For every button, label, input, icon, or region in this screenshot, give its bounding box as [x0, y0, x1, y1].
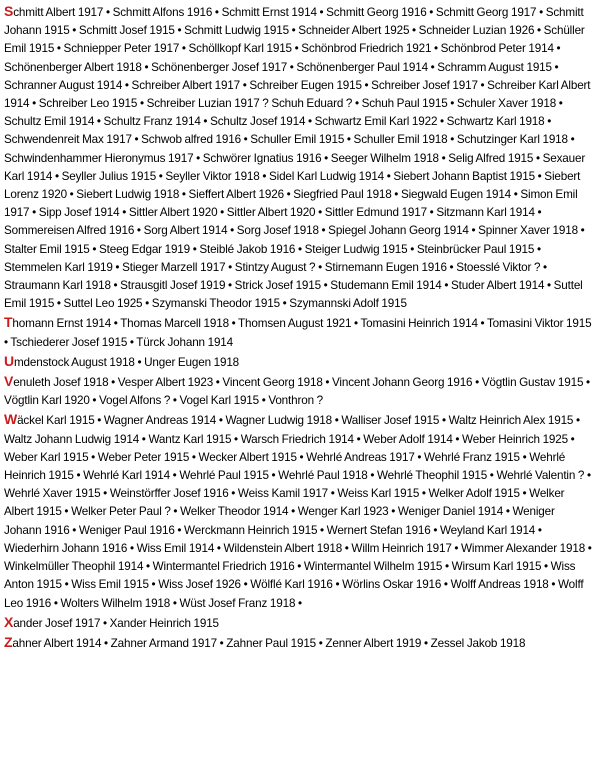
name-list-document — [4, 2, 594, 769]
section-u — [4, 352, 594, 372]
section-v — [4, 372, 594, 410]
section-w — [4, 410, 594, 612]
section-initial: Z — [4, 633, 13, 650]
section-text: äckel Karl 1915 • Wagner Andreas 1914 • Wagner Ludwig 1918 • Walliser Josef 1915 • Waltz Heinrich Alex 1915 • Waltz Johann Ludwig 1914 • Wantz Karl 1915 • Warsch Friedrich 1914 • Weber Adolf 1914 • Weber Heinrich 1925 • Weber Karl 1915 • Weber Peter 1915 • Wecker Albert 1915 • Wehrlé Andreas 1917 • Wehrlé Franz 1915 • Wehrlé Heinrich 1915 • Wehrlé Karl 1914 • Wehrlé Paul 1915 • Wehrlé Paul 1918 • Wehrlé Theophil 1915 • Wehrlé Valentin ? • Wehrlé Xaver 1915 • Weinstörffer Josef 1916 • Weiss Kamil 1917 • Weiss Karl 1915 • Welker Adolf 1915 • Welker Albert 1915 • Welker Peter Paul ? • Welker Theodor 1914 • Wenger Karl 1923 • Weniger Daniel 1914 • Weniger Johann 1916 • Weniger Paul 1916 • Werckmann Heinrich 1915 • Wernert Stefan 1916 • Weyland Karl 1914 • Wiederhirn Johann 1916 • Wiss Emil 1914 • Wildenstein Albert 1918 • Willm Heinrich 1917 • Wimmer Alexander 1918 • Winkelmüller Theophil 1914 • Wintermantel Friedrich 1916 • Wintermantel Wilhelm 1915 • Wirsum Karl 1915 • Wiss Anton 1915 • Wiss Emil 1915 • Wiss Josef 1926 • Wölflé Karl 1916 • Wörlins Oskar 1916 • Wolff Andreas 1918 • Wolff Leo 1916 • Wolters Wilhelm 1918 • Wüst Josef Franz 1918 • — [4, 414, 592, 610]
section-text: ahner Albert 1914 • Zahner Armand 1917 • Zahner Paul 1915 • Zenner Albert 1919 • Zessel Jakob 1918 — [12, 636, 526, 650]
section-x — [4, 613, 594, 633]
section-initial: X — [4, 613, 14, 630]
section-initial: T — [4, 314, 13, 331]
section-text: homann Ernst 1914 • Thomas Marcell 1918 • Thomsen August 1921 • Tomasini Heinrich 1914 • Tomasini Viktor 1915 • Tschiederer Josef 1915 • Türck Johann 1914 — [4, 317, 592, 349]
section-t — [4, 313, 594, 351]
section-s — [4, 2, 594, 313]
section-initial: V — [4, 373, 14, 390]
section-text: mdenstock August 1918 • Unger Eugen 1918 — [13, 355, 240, 369]
section-z — [4, 633, 594, 653]
section-text: enuleth Josef 1918 • Vesper Albert 1923 • Vincent Georg 1918 • Vincent Johann Georg 1916 • Vögtlin Gustav 1915 • Vögtlin Karl 1920 • Vogel Alfons ? • Vogel Karl 1915 • Vonthron ? — [4, 376, 590, 408]
section-initial: U — [4, 352, 14, 369]
section-initial: W — [4, 411, 18, 428]
section-text: chmitt Albert 1917 • Schmitt Alfons 1916 • Schmitt Ernst 1914 • Schmitt Georg 1916 • Schmitt Georg 1917 • Schmitt Johann 1915 • Schmitt Josef 1915 • Schmitt Ludwig 1915 • Schneider Albert 1925 • Schneider Luzian 1926 • Schüller Emil 1915 • Schniepper Peter 1917 • Schöllkopf Karl 1915 • Schönbrod Friedrich 1921 • Schönbrod Peter 1914 • Schönenberger Albert 1918 • Schönenberger Josef 1917 • Schönenberger Paul 1914 • Schramm August 1915 • Schranner August 1914 • Schreiber Albert 1917 • Schreiber Eugen 1915 • Schreiber Josef 1917 • Schreiber Karl Albert 1914 • Schreiber Leo 1915 • Schreiber Luzian 1917 ? Schuh Eduard ? • Schuh Paul 1915 • Schuler Xaver 1918 • Schultz Emil 1914 • Schultz Franz 1914 • Schultz Josef 1914 • Schwartz Emil Karl 1922 • Schwartz Karl 1918 • Schwendenreit Max 1917 • Schwob alfred 1916 • Schuller Emil 1915 • Schuller Emil 1918 • Schutzinger Karl 1918 • Schwindenhammer Hieronymus 1917 • Schwörer Ignatius 1916 • Seeger Wilhelm 1918 • Selig Alfred 1915 • Sexauer Karl 1914 • Seyller Julius 1915 • Seyller Viktor 1918 • Sidel Karl Ludwig 1914 • Siebert Johann Baptist 1915 • Siebert Lorenz 1920 • Siebert Ludwig 1918 • Sieffert Albert 1926 • Siegfried Paul 1918 • Siegwald Eugen 1914 • Simon Emil 1917 • Sipp Josef 1914 • Sittler Albert 1920 • Sittler Albert 1920 • Sittler Edmund 1917 • Sitzmann Karl 1914 • Sommereisen Alfred 1916 • Sorg Albert 1914 • Sorg Josef 1918 • Spiegel Johann Georg 1914 • Spinner Xaver 1918 • Stalter Emil 1915 • Steeg Edgar 1919 • Steiblé Jakob 1916 • Steiger Ludwig 1915 • Steinbrücker Paul 1915 • Stemmelen Karl 1919 • Stieger Marzell 1917 • Stintzy August ? • Stirnemann Eugen 1916 • Stoesslé Viktor ? • Straumann Karl 1918 • Strausgitl Josef 1919 • Strick Josef 1915 • Studemann Emil 1914 • Studer Albert 1914 • Suttel Emil 1915 • Suttel Leo 1925 • Szymanski Theodor 1915 • Szymannski Adolf 1915 — [4, 6, 591, 311]
section-initial: S — [4, 3, 14, 19]
section-text: ander Josef 1917 • Xander Heinrich 1915 — [13, 616, 219, 630]
